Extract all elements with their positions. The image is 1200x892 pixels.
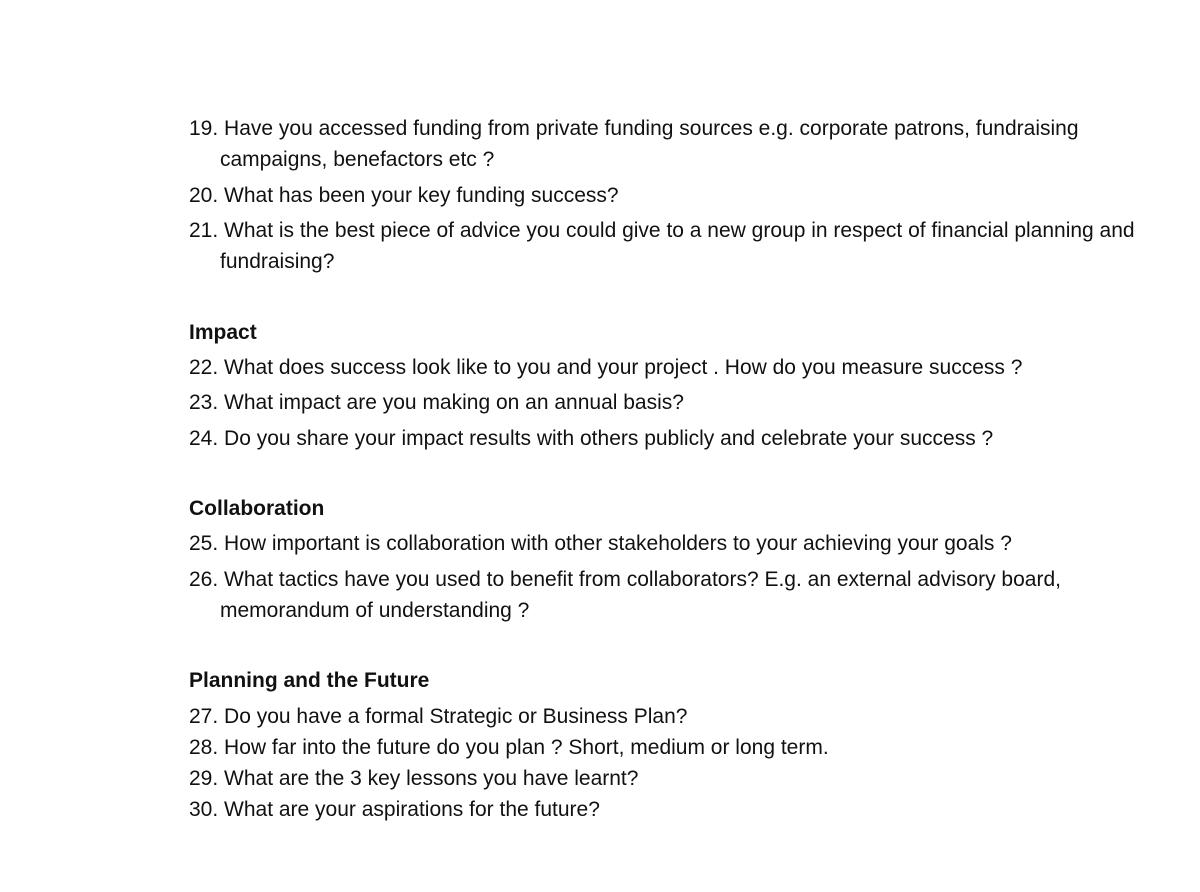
question-20: 20. What has been your key funding success? [189,184,619,207]
question-27: 27. Do you have a formal Strategic or Business Plan? [189,705,688,728]
question-29: 29. What are the 3 key lessons you have learnt? [189,767,639,790]
question-19-line-2: campaigns, benefactors etc ? [220,148,495,171]
question-22: 22. What does success look like to you and your project . How do you measure success ? [189,356,1023,379]
question-25: 25. How important is collaboration with other stakeholders to your achieving your goals ? [189,532,1012,555]
question-26-line-2: memorandum of understanding ? [220,599,530,622]
question-21-line-1: 21. What is the best piece of advice you could give to a new group in respect of financial planning and [189,219,1135,242]
question-30: 30. What are your aspirations for the future? [189,798,600,821]
section-heading-impact: Impact [189,321,257,344]
question-28: 28. How far into the future do you plan ? Short, medium or long term. [189,736,829,759]
question-24: 24. Do you share your impact results with others publicly and celebrate your success ? [189,427,994,450]
question-23: 23. What impact are you making on an annual basis? [189,391,684,414]
question-26-line-1: 26. What tactics have you used to benefit from collaborators? E.g. an external advisory board, [189,568,1061,591]
section-heading-planning: Planning and the Future [189,669,430,692]
question-19-line-1: 19. Have you accessed funding from private funding sources e.g. corporate patrons, fundraising [189,117,1079,140]
question-21-line-2: fundraising? [220,250,335,273]
section-heading-collaboration: Collaboration [189,497,325,520]
